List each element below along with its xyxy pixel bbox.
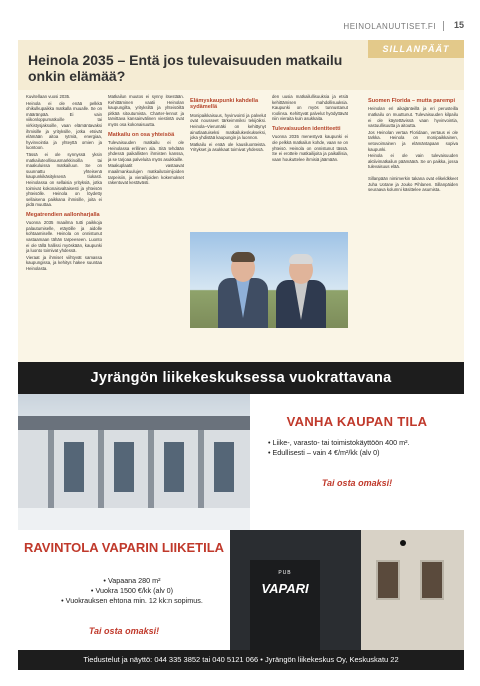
box-title: VANHA KAUPAN TILA — [286, 414, 428, 429]
article-body — [18, 90, 464, 362]
restaurant-box — [18, 530, 230, 650]
authors-photo — [190, 232, 348, 328]
subheading: Elämyskaupunki kahdella sydämellä — [190, 98, 259, 111]
subheading: Tulevaisuuden identiteetti — [272, 125, 341, 132]
store-building-photo — [18, 394, 250, 530]
feature-list — [268, 438, 464, 458]
pub-sign: VAPARI — [261, 581, 309, 596]
subheading: Suomen Florida – mutta parempi — [368, 98, 456, 104]
box-title: RAVINTOLA VAPARIN LIIKETILA — [23, 540, 225, 555]
feature-list — [34, 576, 230, 606]
article-headline: Heinola 2035 – Entä jos tulevaisuuden matkailu onkin elämää? — [28, 52, 343, 84]
paragraph: Monipaikkaisuus, hyvinvointi ja palvelut ovat nousseet tärkeimmiksi tekijöiksi. Heinola–Vierumäki on kehittynyt ainutlaatuiseksi matkailukeskukseksi, joka yhdistää kaupungin ja luonnon. — [190, 112, 266, 141]
ad-content — [18, 394, 464, 650]
person-left — [218, 254, 268, 328]
pub-building-photo — [230, 530, 464, 650]
person-right — [276, 256, 326, 328]
page-header — [0, 18, 480, 34]
list-item: • Liike-, varasto- tai toimistokäyttöön 400 m². — [268, 438, 464, 448]
column-5 — [368, 94, 458, 356]
photo-caption: Sillanpään nimimerkin takana ovat elikeldkkeet Juha Uotane ja Jouko Pihlanen. Sillanpäiden seuraava kolumni käsittelee asumista. — [368, 175, 458, 193]
header-divider — [443, 21, 444, 31]
paragraph: Vuonna 2035 menestyvä kaupunki ei ole pelkkä matkailun kohde, vaan se on yhteisö. Heinola on onnistunut tässä. Se ei erottele matkailijoita ja paikallisia, vaan houkuttelee ihmisiä jäämään. — [272, 134, 348, 162]
column-2 — [108, 94, 184, 356]
paragraph: Heinola ei ole vain tulevaisuuden aktiivimatkailun päämäärä. Se on paikka, jossa tulevaisuus elää. — [368, 153, 458, 170]
column-1 — [26, 94, 102, 356]
ad-title: Jyrängön liikekeskuksessa vuokrattavana — [90, 370, 392, 386]
paragraph: den uusia matkailullisuuksia ja etsiä kehittämisen mahdollisuuksia. Kaupunki on myös tunnustanut roolinsa. Kehittyvät palvelut hyödyttävät niin vieraita kuin asukkaita. — [272, 94, 348, 122]
paragraph: Kuvitellaan vuosi 2035. — [26, 94, 71, 99]
subheading: Matkailu on osa yhteisöä — [108, 131, 175, 138]
paragraph: Matkailun muutos ei synny itsestään. Kehittäminen vaatii Heinolan kaupungilta, yrityksiltä ja yhteisöiltä pitkää sitoutumista. Charter-lennot ja tarvittava kansainvälinen viestintä ovat myös osa kokonaisuutta. — [108, 94, 184, 127]
paragraph: Heinolan eri aikajänteillä ja eri perusteilla matkailu on muuttunut. Tulevaisuuden kilpailu ei ole käytettävissä vaan hyvinvointia, vastuullisuutta ja aitoutta. — [368, 106, 458, 129]
subheading: Megatrendien aallonharjalla — [26, 211, 100, 218]
contact-footer: Tiedustelut ja näyttö: 044 335 3852 tai 040 5121 066 • Jyrängön liikekeskus Oy, Keskuskatu 22 — [83, 655, 399, 664]
page-number: 15 — [453, 20, 464, 30]
paragraph: Vuonna 2035 maailma tutti paikkoja palautumiselle, etäyöille ja aidolle kohtaamiselle. Heinola on onnistunut vastaamaan tähän tarpeeseen. Luonto ei ole tällä hallissi myöskään, kaupunki ja luonto toimivat yhdessä. — [26, 220, 102, 254]
list-item: • Edullisesti – vain 4 €/m²/kk (alv 0) — [268, 448, 464, 458]
paragraph: Matkailu ei enää ole kausiluonteista. Yritykset ja asukkaat toimivat yhdessä. — [190, 141, 266, 153]
site-name[interactable]: HEINOLANUUTISET.FI — [343, 22, 436, 31]
paragraph: Jos Heinolan vertaa Floridaan, vertaus ei ole tarkka. Heinola on monipaikkainen, vetovoimainen ja elämäntapaan sopiva kaupunki. — [368, 129, 458, 152]
section-tag: SILLANPÄÄT — [368, 40, 464, 58]
list-item: • Vuokra 1500 €/kk (alv 0) — [34, 586, 230, 596]
column-3 — [190, 94, 266, 234]
column-4 — [272, 94, 348, 234]
paragraph: Heinola ei ole enää pelkkä ohikulkupaikka matkalla muualle. Se on määränpää. Ei vain viikonloppumatkoille tai virkistysjaksoille, vaan elämäntavaksi ihmisille ja yrityksille, jotka etsivät elämään aitoa rytmiä, energiaa, hyvinvointia ja yhteyttä omien ja luontoon. — [26, 100, 102, 151]
rental-advertisement — [18, 362, 464, 670]
list-item: • Vuokrauksen ehtona min. 12 kk:n sopimus. — [34, 596, 230, 606]
paragraph: Tulevaisuuden matkailu ei ole Heinolassa erillinen ala. Sitä tehdään yhdessä paikallisten ihmisten kanssa, ja se tarjoaa palveluita myös asukkaille. — [108, 139, 184, 162]
buy-offer: Tai osta omaksi! — [321, 478, 393, 488]
paragraph: Maakuplaatit vastaavat maailmankuulujen matkailutoimijoiden tarpeisiin, ja vierailijoiden kokemukset rakentuvat kestävästi. — [108, 163, 184, 186]
article-banner — [18, 40, 464, 90]
buy-offer: Tai osta omaksi! — [88, 626, 160, 636]
paragraph: Tässä ei ole synnyssä yksin matkailuteollisuusmarkkinoilla tai maakuluissa matkailuun. Se on suunnattu yhteisenä kaupunkikäsityksenä tiukasti. Heinolassa on sellaisia yrityksiä, jotka toimivat kokonaisvaltaisesti ja yhteisön yhteisölle. Heinola on löydetty sellaisena paikkana ihmisille, joita ei pidä muuttaa. — [26, 151, 102, 208]
list-item: • Vapaana 280 m² — [34, 576, 230, 586]
pub-sign-small: PUB — [278, 570, 292, 576]
paragraph: Vieraat ja ihmiset viihtyvät samassa kaupungissa, ja kehitys hakee suuntaa Heinolasta. — [26, 254, 102, 272]
old-store-box — [250, 394, 464, 530]
